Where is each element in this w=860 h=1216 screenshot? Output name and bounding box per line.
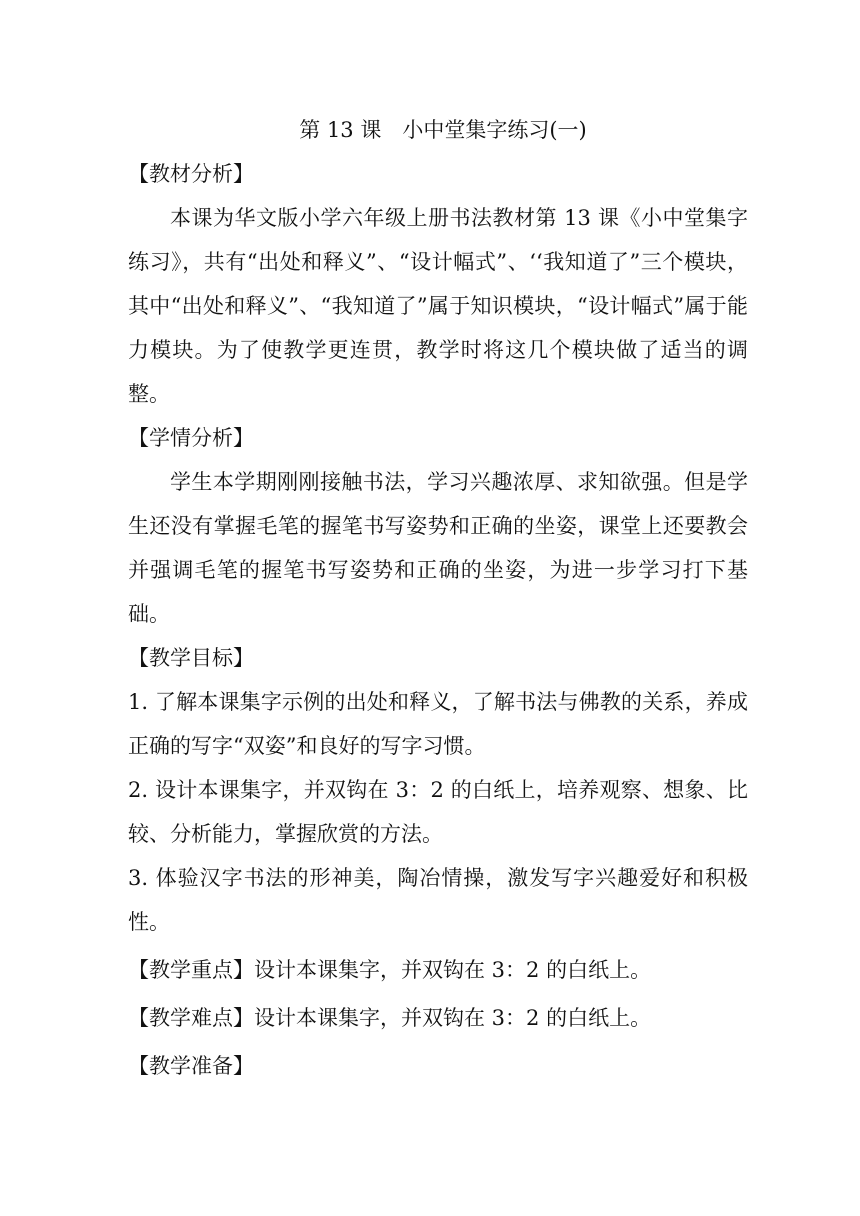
page-title: 第 13 课 小中堂集字练习(一) bbox=[299, 118, 587, 142]
section-heading-analysis: 【教材分析】 bbox=[128, 162, 254, 186]
section-heading-difficulty: 【教学难点】 bbox=[128, 1006, 254, 1030]
difficulty-line bbox=[128, 996, 748, 1040]
goal-item-1: 1. 了解本课集字示例的出处和释义，了解书法与佛教的关系，养成正确的写字“双姿”和良好的写字习惯。 bbox=[128, 690, 748, 758]
section-heading-goals: 【教学目标】 bbox=[128, 646, 254, 670]
key-point-line bbox=[128, 948, 748, 992]
section-text-students: 学生本学期刚刚接触书法，学习兴趣浓厚、求知欲强。但是学生还没有掌握毛笔的握笔书写姿势和正确的坐姿，课堂上还要教会并强调毛笔的握笔书写姿势和正确的坐姿，为进一步学习打下基础。 bbox=[128, 470, 748, 626]
section-heading-preparation: 【教学准备】 bbox=[128, 1054, 254, 1078]
section-text-analysis: 本课为华文版小学六年级上册书法教材第 13 课《小中堂集字练习》，共有“出处和释义”、“设计幅式”、‘‘我知道了”三个模块，其中“出处和释义”、“我知道了”属于知识模块，“设计幅式”属于能力模块。为了使教学更连贯，教学时将这几个模块做了适当的调整。 bbox=[128, 206, 748, 406]
section-heading-students: 【学情分析】 bbox=[128, 426, 254, 450]
section-heading-key-point: 【教学重点】 bbox=[128, 958, 254, 982]
document-page bbox=[128, 108, 748, 1088]
goal-item-2: 2. 设计本课集字，并双钩在 3：2 的白纸上，培养观察、想象、比较、分析能力，掌握欣赏的方法。 bbox=[128, 778, 748, 846]
goal-item-3: 3. 体验汉字书法的形神美，陶冶情操，激发写字兴趣爱好和积极性。 bbox=[128, 866, 748, 934]
section-text-key-point: 设计本课集字，并双钩在 3：2 的白纸上。 bbox=[254, 958, 652, 982]
section-text-difficulty: 设计本课集字，并双钩在 3：2 的白纸上。 bbox=[254, 1006, 652, 1030]
